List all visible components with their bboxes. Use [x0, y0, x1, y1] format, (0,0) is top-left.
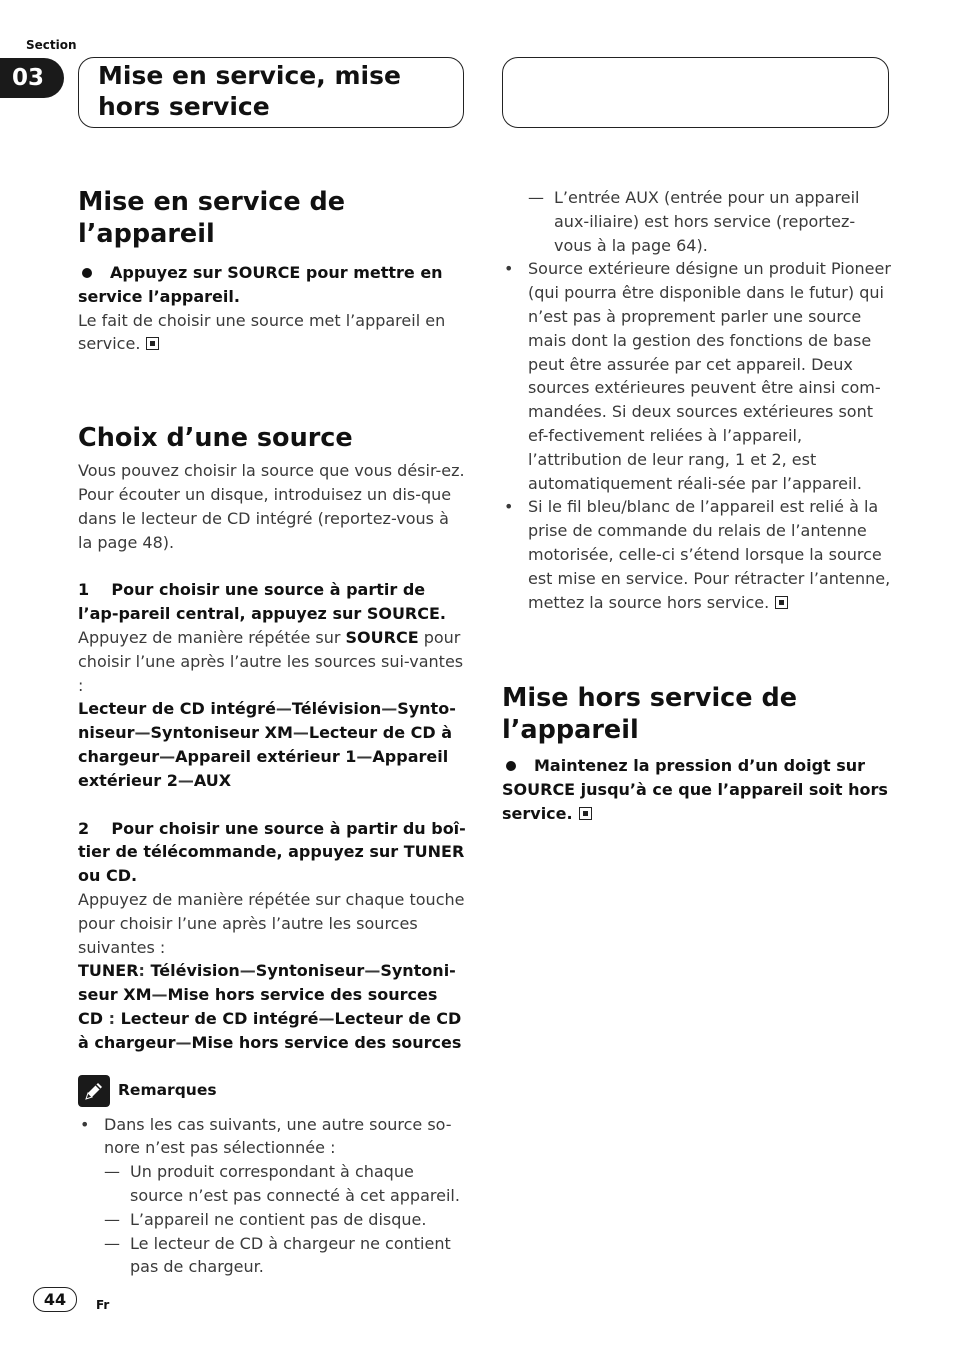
- instruction-power-off: Maintenez la pression d’un doigt sur SOURCE jusqu’à ce que l’appareil soit hors service.: [502, 756, 888, 823]
- right-column: [502, 186, 892, 826]
- heading-choose-source: Choix d’une source: [78, 423, 353, 454]
- step-1-title: 1 Pour choisir une source à partir de l’ap-pareil central, appuyez sur SOURCE.: [78, 580, 446, 624]
- instruction-power-on: Appuyez sur SOURCE pour mettre en service l’appareil.: [78, 263, 443, 306]
- step-2-body: Appuyez de manière répétée sur chaque touche pour choisir l’une après l’autre les sources suivantes :: [78, 889, 465, 957]
- heading-power-off: Mise hors service de l’appareil: [502, 683, 798, 746]
- page-number: 44: [33, 1287, 77, 1312]
- note-bullet-2: • Source extérieure désigne un produit Pioneer (qui pourra être disponible dans le futur) qui n’est pas à proprement parler une source mais dont la gestion des fonctions de base peut être assurée par cet appareil. Deux sources extérieures peuvent être ainsi com-mandées. Si deux sources extérieures sont ef-fectivement reliées à l’appareil, l’attribution de leur rang, 1 et 2, est automatiquement réali-sée par l’appareil.: [502, 257, 892, 495]
- section-label: Section: [26, 38, 77, 52]
- note-bullet-1: • Dans les cas suivants, une autre source so-nore n’est pas sélectionnée :: [78, 1113, 466, 1161]
- step-1-source-sequence: Lecteur de CD intégré—Télévision—Synto-niseur—Syntoniseur XM—Lecteur de CD à chargeur—Appareil extérieur 1—Appareil extérieur 2—AUX: [78, 699, 456, 790]
- heading-power-on: Mise en service de l’appareil: [78, 187, 346, 249]
- step-2-title: 2 Pour choisir une source à partir du boî-tier de télécommande, appuyez sur TUNER ou CD.: [78, 818, 466, 886]
- step-2-source-sequence: TUNER: Télévision—Syntoniseur—Syntoni-seur XM—Mise hors service des sources CD : Lecteur de CD intégré—Lecteur de CD à chargeur—Mise hors service des sources: [78, 961, 462, 1052]
- notes-label: Remarques: [118, 1080, 217, 1099]
- step-1-body: Appuyez de manière répétée sur SOURCE pour choisir l’une après l’autre les sources sui-vantes :: [78, 627, 464, 695]
- bullet-dot-icon: [506, 761, 516, 771]
- note-dash-1: — Un produit correspondant à chaque source n’est pas connecté à cet appareil.: [104, 1160, 466, 1208]
- end-mark-icon: [146, 337, 159, 350]
- left-column: [78, 186, 466, 1279]
- body-power-on: Le fait de choisir une source met l’appareil en service.: [78, 310, 446, 354]
- end-mark-icon: [579, 807, 592, 820]
- page-title: Mise en service, mise hors service: [98, 61, 401, 121]
- bullet-dot-icon: [82, 268, 92, 278]
- language-code: Fr: [96, 1298, 110, 1312]
- intro-choose-source: Vous pouvez choisir la source que vous désir-ez. Pour écouter un disque, introduisez un dis-que dans le lecteur de CD intégré (reportez-vous à la page 48).: [78, 461, 465, 552]
- end-mark-icon: [775, 596, 788, 609]
- notes-header: [78, 1075, 466, 1107]
- header-empty-box: [502, 57, 889, 128]
- note-dash-4: — L’entrée AUX (entrée pour un appareil aux-iliaire) est hors service (reportez-vous à la page 64).: [528, 186, 892, 257]
- note-dash-2: — L’appareil ne contient pas de disque.: [104, 1208, 466, 1232]
- section-number-tab: 03: [0, 58, 64, 98]
- note-pencil-icon: [78, 1075, 110, 1107]
- note-bullet-3: • Si le fil bleu/blanc de l’appareil est relié à la prise de commande du relais de l’antenne motorisée, celle-ci s’étend lorsque la source est mise en service. Pour rétracter l’antenne, mettez la source hors service.: [502, 495, 892, 614]
- note-dash-3: — Le lecteur de CD à chargeur ne contient pas de chargeur.: [104, 1232, 466, 1280]
